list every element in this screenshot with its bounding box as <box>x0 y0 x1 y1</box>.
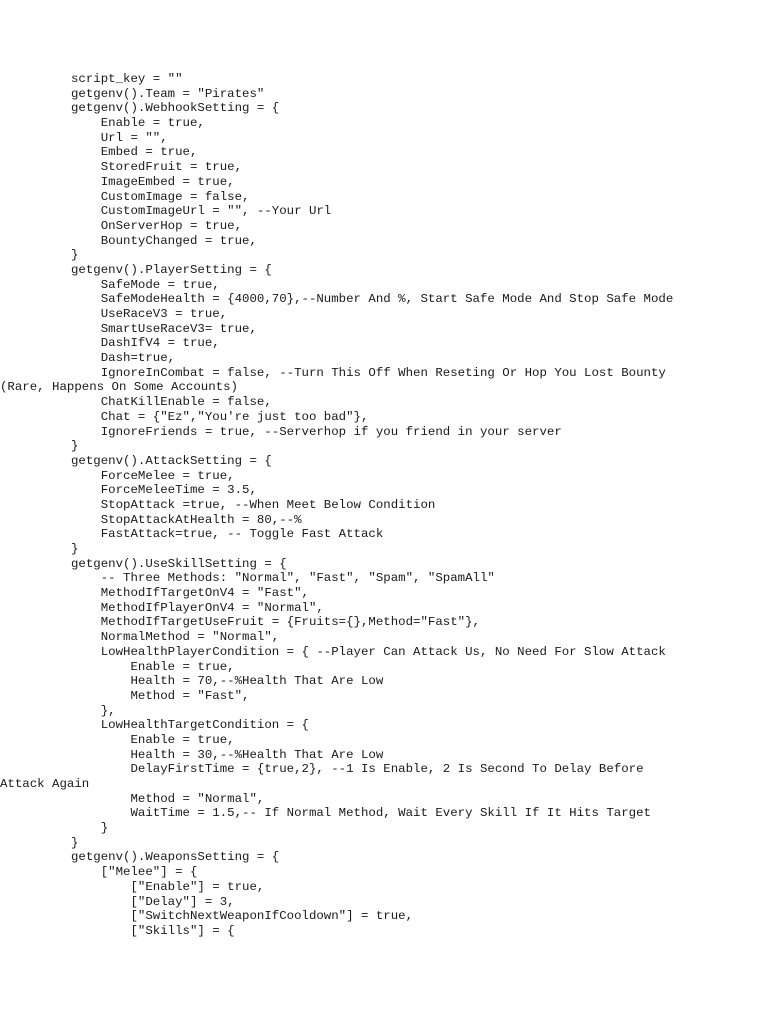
code-block <box>0 72 761 939</box>
code-line: script_key = "" <box>71 72 183 86</box>
code-line: } <box>71 821 109 836</box>
code-line: Method = "Normal", <box>71 791 265 806</box>
code-line: getgenv().WebhookSetting = { <box>71 101 280 116</box>
code-line: BountyChanged = true, <box>71 233 257 248</box>
code-line: LowHealthTargetCondition = { <box>71 718 309 733</box>
code-line: Dash=true, <box>71 351 176 366</box>
code-line: UseRaceV3 = true, <box>71 307 228 321</box>
code-line: getgenv().WeaponsSetting = { <box>71 850 280 865</box>
code-line: Health = 70,--%Health That Are Low <box>71 674 384 689</box>
code-line: ["SwitchNextWeaponIfCooldown"] = true, <box>71 909 414 924</box>
code-line: -- Three Methods: "Normal", "Fast", "Spam", "SpamAll" <box>71 571 495 586</box>
code-line: ["Enable"] = true, <box>71 879 265 894</box>
code-line: ["Melee"] = { <box>71 865 198 880</box>
code-line: Embed = true, <box>71 145 198 160</box>
code-line: DashIfV4 = true, <box>71 336 220 351</box>
code-line: Method = "Fast", <box>71 688 250 703</box>
code-line: StopAttack =true, --When Meet Below Condition <box>71 497 436 512</box>
code-line: IgnoreFriends = true, --Serverhop if you friend in your server <box>71 424 562 439</box>
code-line: getgenv().AttackSetting = { <box>71 453 272 468</box>
code-line: ["Skills"] = { <box>71 923 235 938</box>
code-line: StopAttackAtHealth = 80,--% <box>71 512 302 527</box>
code-line: IgnoreInCombat = false, --Turn This Off When Reseting Or Hop You Lost Bounty <box>71 365 666 380</box>
code-line: ImageEmbed = true, <box>71 174 235 189</box>
code-line: FastAttack=true, -- Toggle Fast Attack <box>71 527 384 542</box>
code-line: MethodIfTargetUseFruit = {Fruits={},Method="Fast"}, <box>71 615 480 630</box>
code-line: } <box>71 248 79 263</box>
code-line: Enable = true, <box>71 659 235 674</box>
code-line: DelayFirstTime = {true,2}, --1 Is Enable, 2 Is Second To Delay Before <box>71 762 644 777</box>
code-line: ChatKillEnable = false, <box>71 395 272 410</box>
code-line: OnServerHop = true, <box>71 218 243 233</box>
code-line: MethodIfTargetOnV4 = "Fast", <box>71 586 309 601</box>
code-line: } <box>71 835 79 850</box>
code-line: } <box>71 542 79 556</box>
code-line: MethodIfPlayerOnV4 = "Normal", <box>71 600 324 615</box>
code-line: } <box>71 439 79 454</box>
code-line: (Rare, Happens On Some Accounts) <box>0 380 238 395</box>
code-line: SafeMode = true, <box>71 277 220 292</box>
code-line: StoredFruit = true, <box>71 160 243 175</box>
code-line: }, <box>71 703 116 718</box>
code-line: LowHealthPlayerCondition = { --Player Can Attack Us, No Need For Slow Attack <box>71 644 666 659</box>
code-line: ["Delay"] = 3, <box>71 894 235 909</box>
code-line: CustomImage = false, <box>71 189 250 204</box>
code-line: SafeModeHealth = {4000,70},--Number And %, Start Safe Mode And Stop Safe Mode <box>71 292 674 307</box>
code-line: Enable = true, <box>71 732 235 747</box>
code-line: Attack Again <box>0 777 90 791</box>
code-line: SmartUseRaceV3= true, <box>71 321 257 336</box>
code-line: Chat = {"Ez","You're just too bad"}, <box>71 409 369 424</box>
code-line: getgenv().PlayerSetting = { <box>71 262 272 277</box>
code-line: Url = "", <box>71 130 168 145</box>
code-line: ForceMeleeTime = 3.5, <box>71 483 257 498</box>
code-line: Health = 30,--%Health That Are Low <box>71 747 384 762</box>
code-line: getgenv().Team = "Pirates" <box>71 86 265 101</box>
code-line: getgenv().UseSkillSetting = { <box>71 556 287 571</box>
code-line: CustomImageUrl = "", --Your Url <box>71 204 332 219</box>
code-line: ForceMelee = true, <box>71 468 235 483</box>
code-line: Enable = true, <box>71 116 205 131</box>
code-line: WaitTime = 1.5,-- If Normal Method, Wait Every Skill If It Hits Target <box>71 806 651 821</box>
code-line: NormalMethod = "Normal", <box>71 630 280 645</box>
